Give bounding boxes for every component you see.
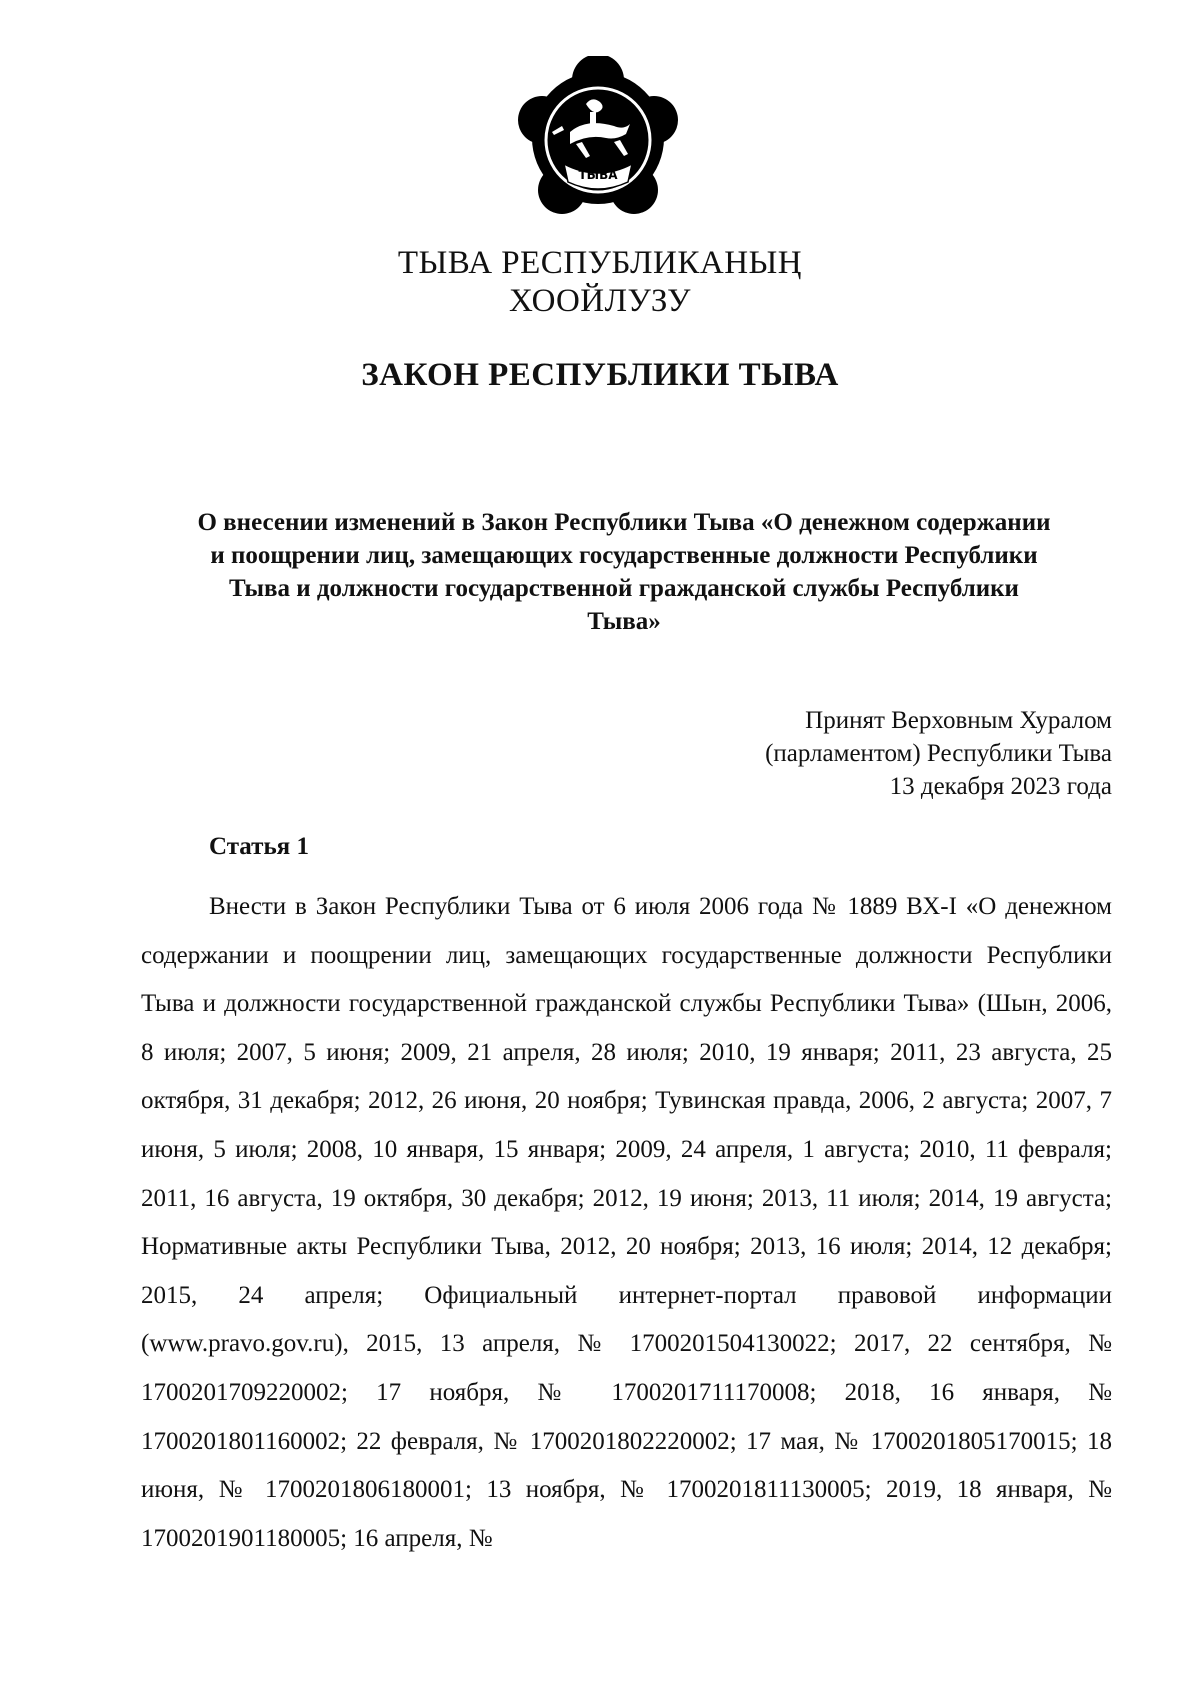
article-heading: Статья 1	[209, 833, 309, 860]
title-tuvan-line2: ХООЙЛУЗУ	[508, 283, 692, 319]
law-title-line4: Тыва»	[587, 608, 661, 635]
title-tuvan-line1: ТЫВА РЕСПУБЛИКАНЫҢ	[397, 245, 803, 281]
title-russian: ЗАКОН РЕСПУБЛИКИ ТЫВА	[361, 357, 839, 393]
emblem-graphic	[516, 56, 680, 220]
adoption-date: 13 декабря 2023 года	[889, 773, 1112, 800]
law-title-line2: и поощрении лиц, замещающих государственные должности Республики	[210, 542, 1038, 569]
law-title-line3: Тыва и должности государственной гражданской службы Республики	[229, 575, 1019, 602]
adoption-line2: (парламентом) Республики Тыва	[765, 740, 1112, 767]
adoption-line1: Принят Верховным Хуралом	[805, 707, 1112, 734]
law-title-line1: О внесении изменений в Закон Республики Тыва «О денежном содержании	[197, 509, 1051, 536]
law-title	[136, 506, 1112, 638]
emblem-label: ТЫВА	[578, 168, 618, 182]
coat-of-arms-emblem	[516, 56, 680, 220]
adoption-note	[765, 704, 1112, 803]
title-tuvan	[0, 244, 1200, 320]
article-body-text: Внести в Закон Республики Тыва от 6 июля 2006 года № 1889 ВХ-I «О денежном содержании и поощрении лиц, замещающих государственные должности Республики Тыва и должности государственной гражданской службы Республики Тыва» (Шын, 2006, 8 июля; 2007, 5 июня; 2009, 21 апреля, 28 июля; 2010, 19 января; 2011, 23 августа, 25 октября, 31 декабря; 2012, 26 июня, 20 ноября; Тувинская правда, 2006, 2 августа; 2007, 7 июня, 5 июля; 2008, 10 января, 15 января; 2009, 24 апреля, 1 августа; 2010, 11 февраля; 2011, 16 августа, 19 октября, 30 декабря; 2012, 19 июня; 2013, 11 июля; 2014, 19 августа; Нормативные акты Республики Тыва, 2012, 20 ноября; 2013, 16 июля; 2014, 12 декабря; 2015, 24 апреля; Официальный интернет-портал правовой информации (www.pravo.gov.ru), 2015, 13 апреля, № 1700201504130022; 2017, 22 сентября, № 1700201709220002; 17 ноября, № 1700201711170008; 2018, 16 января, № 1700201801160002; 22 февраля, № 1700201802220002; 17 мая, № 1700201805170015; 18 июня, № 1700201806180001; 13 ноября, № 1700201811130005; 2019, 18 января, № 1700201901180005; 16 апреля, №	[141, 893, 1112, 1552]
